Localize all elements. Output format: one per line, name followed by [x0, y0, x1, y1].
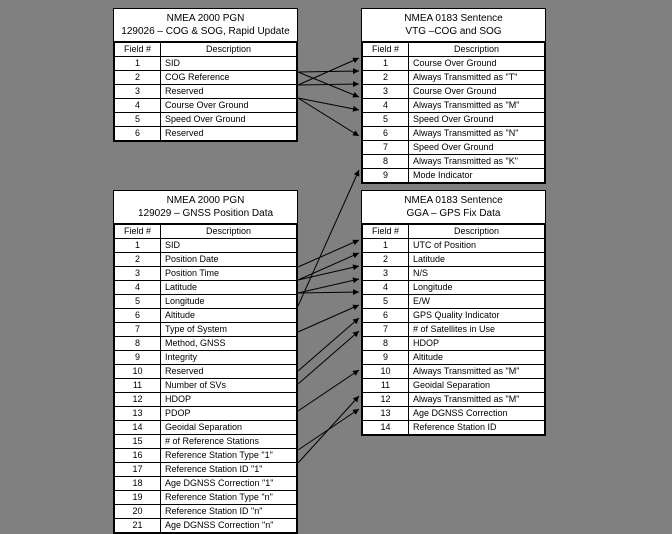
table-row — [115, 407, 297, 421]
field-number: 4 — [363, 99, 409, 113]
field-number: 10 — [115, 365, 161, 379]
field-description: Always Transmitted as "N" — [409, 127, 545, 141]
tbody-pgn-129029 — [115, 239, 297, 533]
field-number: 2 — [363, 71, 409, 85]
field-description: Number of SVs — [161, 379, 297, 393]
field-description: Altitude — [409, 351, 545, 365]
table-row — [115, 337, 297, 351]
table-row — [115, 295, 297, 309]
field-description: HDOP — [161, 393, 297, 407]
column-header-description: Description — [161, 225, 297, 239]
field-description: E/W — [409, 295, 545, 309]
field-description: COG Reference — [161, 71, 297, 85]
field-number: 3 — [115, 267, 161, 281]
field-description: Position Date — [161, 253, 297, 267]
title-line-1: NMEA 2000 PGN — [166, 13, 245, 24]
field-description: Reserved — [161, 127, 297, 141]
field-number: 17 — [115, 463, 161, 477]
field-description: Integrity — [161, 351, 297, 365]
table-row — [115, 421, 297, 435]
field-number: 3 — [363, 267, 409, 281]
field-number: 15 — [115, 435, 161, 449]
field-number: 6 — [363, 309, 409, 323]
field-number: 11 — [115, 379, 161, 393]
field-number: 4 — [363, 281, 409, 295]
title-line-1: NMEA 2000 PGN — [166, 195, 245, 206]
field-description: Mode Indicator — [409, 169, 545, 183]
field-number: 5 — [363, 113, 409, 127]
table-row — [363, 99, 545, 113]
table-row — [115, 127, 297, 141]
field-number: 6 — [115, 309, 161, 323]
title-line-1: NMEA 0183 Sentence — [404, 13, 503, 24]
table-header-row — [115, 225, 297, 239]
table-row — [115, 113, 297, 127]
field-number: 13 — [363, 407, 409, 421]
tbody-vtg — [363, 57, 545, 183]
table-header-row — [363, 43, 545, 57]
field-number: 1 — [363, 57, 409, 71]
table-row — [363, 57, 545, 71]
table-row — [363, 239, 545, 253]
field-number: 11 — [363, 379, 409, 393]
table-vtg — [361, 8, 546, 184]
title-line-2: GGA – GPS Fix Data — [406, 208, 501, 219]
grid-pgn-129029 — [114, 224, 297, 533]
field-description: UTC of Position — [409, 239, 545, 253]
table-row — [115, 253, 297, 267]
table-row — [363, 393, 545, 407]
field-description: Speed Over Ground — [409, 141, 545, 155]
table-row — [363, 141, 545, 155]
field-description: Course Over Ground — [409, 85, 545, 99]
field-description: N/S — [409, 267, 545, 281]
field-description: Reference Station ID "n" — [161, 505, 297, 519]
field-description: Always Transmitted as "M" — [409, 365, 545, 379]
table-row — [115, 477, 297, 491]
column-header-field: Field # — [363, 225, 409, 239]
field-number: 2 — [363, 253, 409, 267]
field-description: GPS Quality Indicator — [409, 309, 545, 323]
field-number: 6 — [115, 127, 161, 141]
field-description: Geoidal Separation — [409, 379, 545, 393]
field-description: Position Time — [161, 267, 297, 281]
field-number: 21 — [115, 519, 161, 533]
field-number: 5 — [115, 113, 161, 127]
table-row — [115, 239, 297, 253]
field-description: SID — [161, 239, 297, 253]
grid-vtg — [362, 42, 545, 183]
field-description: Reference Station Type "1" — [161, 449, 297, 463]
table-title-pgn-129029 — [114, 191, 297, 224]
field-number: 18 — [115, 477, 161, 491]
table-row — [363, 155, 545, 169]
table-row — [363, 281, 545, 295]
table-row — [363, 309, 545, 323]
table-row — [115, 449, 297, 463]
title-line-2: VTG –COG and SOG — [405, 26, 502, 37]
field-description: Latitude — [161, 281, 297, 295]
field-number: 1 — [363, 239, 409, 253]
field-description: Always Transmitted as "M" — [409, 393, 545, 407]
table-row — [363, 267, 545, 281]
table-title-vtg — [362, 9, 545, 42]
title-line-1: NMEA 0183 Sentence — [404, 195, 503, 206]
table-row — [115, 463, 297, 477]
field-number: 3 — [363, 85, 409, 99]
table-row — [115, 281, 297, 295]
table-row — [363, 71, 545, 85]
field-number: 1 — [115, 57, 161, 71]
field-number: 19 — [115, 491, 161, 505]
field-number: 7 — [363, 141, 409, 155]
field-description: Speed Over Ground — [161, 113, 297, 127]
field-number: 12 — [363, 393, 409, 407]
table-row — [363, 379, 545, 393]
field-description: Speed Over Ground — [409, 113, 545, 127]
field-number: 8 — [115, 337, 161, 351]
field-number: 9 — [363, 169, 409, 183]
field-description: SID — [161, 57, 297, 71]
column-header-description: Description — [409, 225, 545, 239]
table-row — [115, 505, 297, 519]
field-description: Age DGNSS Correction — [409, 407, 545, 421]
field-description: Always Transmitted as "K" — [409, 155, 545, 169]
field-description: # of Satellites in Use — [409, 323, 545, 337]
field-description: Age DGNSS Correction "n" — [161, 519, 297, 533]
field-number: 9 — [115, 351, 161, 365]
title-line-2: 129026 – COG & SOG, Rapid Update — [121, 26, 290, 37]
table-row — [363, 365, 545, 379]
table-row — [115, 57, 297, 71]
grid-pgn-129026 — [114, 42, 297, 141]
column-header-description: Description — [409, 43, 545, 57]
field-number: 2 — [115, 253, 161, 267]
table-title-gga — [362, 191, 545, 224]
table-row — [115, 323, 297, 337]
field-description: PDOP — [161, 407, 297, 421]
field-description: # of Reference Stations — [161, 435, 297, 449]
field-number: 2 — [115, 71, 161, 85]
field-description: Reference Station Type "n" — [161, 491, 297, 505]
column-header-field: Field # — [115, 43, 161, 57]
table-row — [115, 71, 297, 85]
field-number: 4 — [115, 281, 161, 295]
table-row — [115, 519, 297, 533]
field-description: Altitude — [161, 309, 297, 323]
field-description: Geoidal Separation — [161, 421, 297, 435]
table-row — [115, 435, 297, 449]
field-number: 16 — [115, 449, 161, 463]
table-row — [115, 393, 297, 407]
table-row — [363, 295, 545, 309]
title-line-2: 129029 – GNSS Position Data — [137, 208, 274, 219]
table-row — [363, 113, 545, 127]
field-description: Type of System — [161, 323, 297, 337]
field-description: Reference Station ID — [409, 421, 545, 435]
field-number: 20 — [115, 505, 161, 519]
table-row — [115, 365, 297, 379]
table-title-pgn-129026 — [114, 9, 297, 42]
column-header-field: Field # — [363, 43, 409, 57]
table-row — [363, 421, 545, 435]
tbody-gga — [363, 239, 545, 435]
field-description: Latitude — [409, 253, 545, 267]
field-number: 14 — [363, 421, 409, 435]
field-number: 1 — [115, 239, 161, 253]
field-number: 12 — [115, 393, 161, 407]
grid-gga — [362, 224, 545, 435]
table-row — [363, 253, 545, 267]
column-header-field: Field # — [115, 225, 161, 239]
table-row — [115, 99, 297, 113]
field-description: Age DGNSS Correction "1" — [161, 477, 297, 491]
field-description: Reserved — [161, 85, 297, 99]
field-number: 9 — [363, 351, 409, 365]
field-description: Reserved — [161, 365, 297, 379]
table-pgn-129029 — [113, 190, 298, 534]
field-description: Always Transmitted as "M" — [409, 99, 545, 113]
table-row — [363, 337, 545, 351]
field-description: Longitude — [409, 281, 545, 295]
field-number: 10 — [363, 365, 409, 379]
field-description: Course Over Ground — [409, 57, 545, 71]
field-number: 13 — [115, 407, 161, 421]
field-number: 6 — [363, 127, 409, 141]
field-number: 8 — [363, 155, 409, 169]
table-row — [115, 351, 297, 365]
table-gga — [361, 190, 546, 436]
table-row — [115, 379, 297, 393]
table-row — [363, 407, 545, 421]
field-number: 7 — [363, 323, 409, 337]
table-row — [115, 491, 297, 505]
table-row — [115, 309, 297, 323]
table-row — [115, 267, 297, 281]
field-description: Course Over Ground — [161, 99, 297, 113]
tbody-pgn-129026 — [115, 57, 297, 141]
field-description: Reference Station ID "1" — [161, 463, 297, 477]
table-row — [363, 127, 545, 141]
table-row — [363, 351, 545, 365]
field-number: 8 — [363, 337, 409, 351]
field-number: 5 — [115, 295, 161, 309]
field-description: Longitude — [161, 295, 297, 309]
field-description: Always Transmitted as "T" — [409, 71, 545, 85]
table-header-row — [115, 43, 297, 57]
field-number: 4 — [115, 99, 161, 113]
table-header-row — [363, 225, 545, 239]
table-row — [363, 169, 545, 183]
table-pgn-129026 — [113, 8, 298, 142]
field-description: Method, GNSS — [161, 337, 297, 351]
field-number: 5 — [363, 295, 409, 309]
field-number: 3 — [115, 85, 161, 99]
table-row — [115, 85, 297, 99]
field-number: 14 — [115, 421, 161, 435]
field-description: HDOP — [409, 337, 545, 351]
table-row — [363, 85, 545, 99]
table-row — [363, 323, 545, 337]
column-header-description: Description — [161, 43, 297, 57]
field-number: 7 — [115, 323, 161, 337]
